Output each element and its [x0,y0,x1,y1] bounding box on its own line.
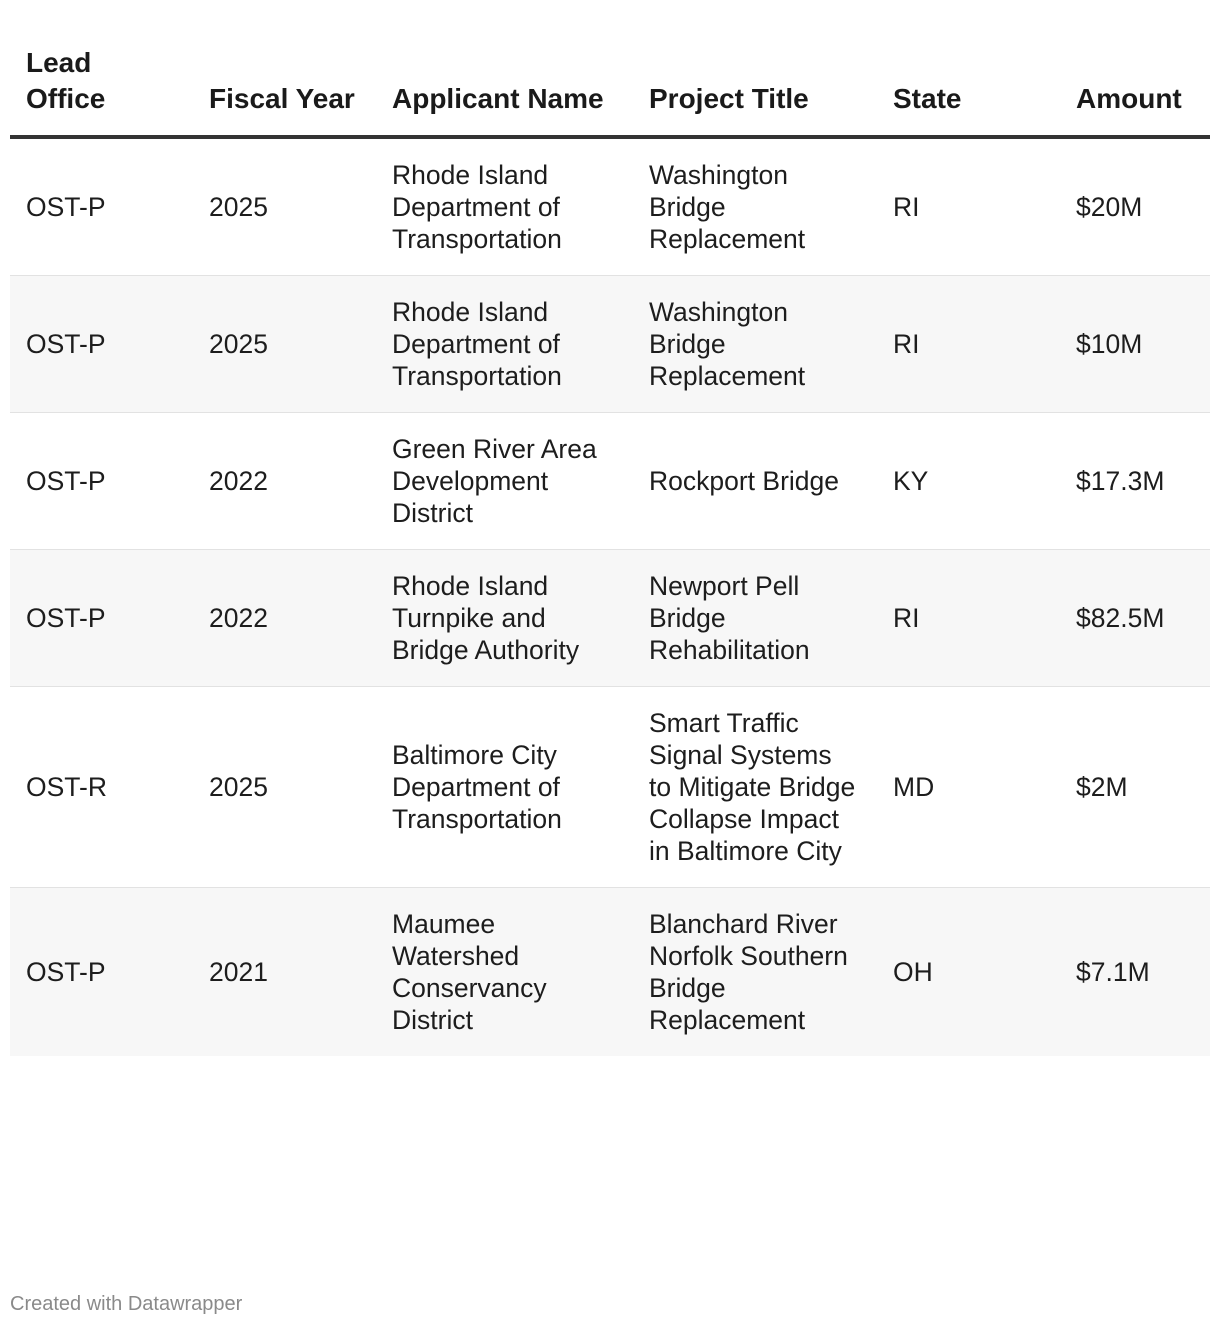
cell-lead-office: OST-P [10,276,193,413]
column-header-state[interactable]: State [877,0,1060,137]
cell-lead-office: OST-P [10,137,193,276]
cell-state: RI [877,137,1060,276]
cell-state: KY [877,413,1060,550]
cell-project-title: Rockport Bridge [633,413,877,550]
cell-state: MD [877,687,1060,888]
cell-lead-office: OST-P [10,888,193,1057]
cell-amount: $7.1M [1060,888,1210,1057]
header-row [10,0,1210,137]
datawrapper-credit[interactable]: Created with Datawrapper [10,1293,243,1315]
cell-applicant-name: Rhode Island Department of Transportation [376,276,633,413]
cell-lead-office: OST-R [10,687,193,888]
column-header-lead-office[interactable]: Lead Office [10,0,193,137]
table-row [10,687,1210,888]
table-row [10,137,1210,276]
cell-project-title: Washington Bridge Replacement [633,276,877,413]
cell-amount: $10M [1060,276,1210,413]
cell-fiscal-year: 2025 [193,276,376,413]
cell-amount: $2M [1060,687,1210,888]
column-header-fiscal-year[interactable]: Fiscal Year [193,0,376,137]
cell-state: OH [877,888,1060,1057]
data-table-container [10,0,1210,1056]
cell-amount: $17.3M [1060,413,1210,550]
table-header [10,0,1210,137]
cell-project-title: Newport Pell Bridge Rehabilitation [633,550,877,687]
cell-project-title: Blanchard River Norfolk Southern Bridge Replacement [633,888,877,1057]
cell-amount: $20M [1060,137,1210,276]
cell-project-title: Washington Bridge Replacement [633,137,877,276]
cell-project-title: Smart Traffic Signal Systems to Mitigate Bridge Collapse Impact in Baltimore City [633,687,877,888]
table-row [10,550,1210,687]
cell-applicant-name: Green River Area Development District [376,413,633,550]
column-header-amount[interactable]: Amount [1060,0,1210,137]
column-header-applicant-name[interactable]: Applicant Name [376,0,633,137]
cell-fiscal-year: 2025 [193,137,376,276]
table-body [10,137,1210,1056]
cell-applicant-name: Baltimore City Department of Transportation [376,687,633,888]
cell-fiscal-year: 2022 [193,413,376,550]
table-row [10,413,1210,550]
cell-applicant-name: Rhode Island Turnpike and Bridge Authority [376,550,633,687]
cell-fiscal-year: 2021 [193,888,376,1057]
cell-applicant-name: Rhode Island Department of Transportation [376,137,633,276]
cell-lead-office: OST-P [10,413,193,550]
cell-fiscal-year: 2025 [193,687,376,888]
cell-state: RI [877,550,1060,687]
column-header-project-title[interactable]: Project Title [633,0,877,137]
table-row [10,888,1210,1057]
cell-applicant-name: Maumee Watershed Conservancy District [376,888,633,1057]
table-row [10,276,1210,413]
cell-fiscal-year: 2022 [193,550,376,687]
cell-lead-office: OST-P [10,550,193,687]
cell-amount: $82.5M [1060,550,1210,687]
grants-table [10,0,1210,1056]
cell-state: RI [877,276,1060,413]
